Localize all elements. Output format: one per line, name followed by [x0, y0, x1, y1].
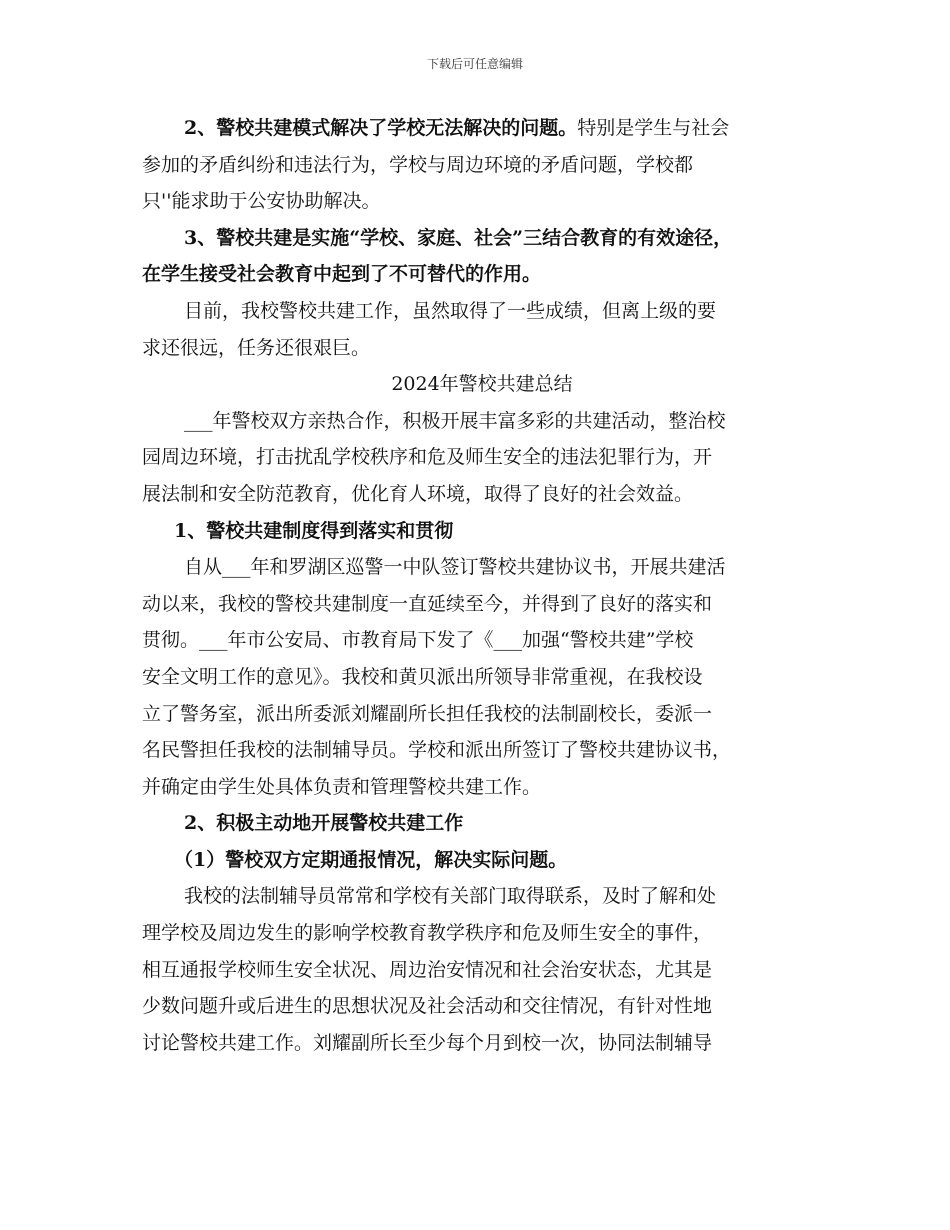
- document-body: [142, 110, 822, 1061]
- section-heading-line: 3、警校共建是实施“学校、家庭、社会”三结合教育的有效途径，: [184, 226, 733, 249]
- paragraph-line: 求还很远，任务还很艰巨。: [142, 336, 371, 359]
- bold-heading-fragment: 2、警校共建模式解决了学校无法解决的问题。: [184, 117, 578, 139]
- paragraph-line: 名民警担任我校的法制辅导员。学校和派出所签订了警校共建协议书，: [142, 739, 732, 762]
- paragraph-line: 我校的法制辅导员常常和学校有关部门取得联系，及时了解和处: [184, 885, 717, 908]
- paragraph-line: 相互通报学校师生安全状况、周边治安情况和社会治安状态，尤其是: [142, 958, 713, 981]
- paragraph-line: 只''能求助于公安协助解决。: [142, 190, 381, 213]
- section-heading-line: 2、积极主动地开展警校共建工作: [184, 812, 464, 835]
- paragraph-line-bold-lead: [142, 110, 822, 147]
- document-title: 2024年警校共建总结: [391, 373, 573, 396]
- section-heading-line: 在学生接受社会教育中起到了不可替代的作用。: [142, 263, 542, 286]
- paragraph-line: 立了警务室，派出所委派刘耀副所长担任我校的法制副校长，委派一: [142, 702, 713, 725]
- paragraph-line: 贯彻。___年市公安局、市教育局下发了《___加强“警校共建”学校: [142, 629, 694, 652]
- paragraph-line: 园周边环境，打击扰乱学校秩序和危及师生安全的违法犯罪行为，开: [142, 446, 713, 469]
- paragraph-line: 少数问题升或后进生的思想状况及社会活动和交往情况，有针对性地: [142, 995, 713, 1018]
- paragraph-line: 展法制和安全防范教育，优化育人环境，取得了良好的社会效益。: [142, 482, 694, 505]
- paragraph-line: 理学校及周边发生的影响学校教育教学秩序和危及师生安全的事件，: [142, 922, 713, 945]
- paragraph-line: 目前，我校警校共建工作，虽然取得了一些成绩，但离上级的要: [184, 299, 717, 322]
- paragraph-line: 自从___年和罗湖区巡警一中队签订警校共建协议书，开展共建活: [184, 556, 726, 579]
- paragraph-line: 安全文明工作的意见》。我校和黄贝派出所领导非常重视，在我校设: [142, 665, 703, 688]
- paragraph-line: 参加的矛盾纠纷和违法行为，学校与周边环境的矛盾问题，学校都: [142, 153, 694, 176]
- paragraph-line: ___年警校双方亲热合作，积极开展丰富多彩的共建活动，整治校: [184, 409, 726, 432]
- paragraph-line: 讨论警校共建工作。刘耀副所长至少每个月到校一次，协同法制辅导: [142, 1031, 713, 1054]
- section-heading-line: 1、警校共建制度得到落实和贯彻: [174, 519, 454, 542]
- page-header-note: 下载后可任意编辑: [426, 57, 523, 71]
- regular-text-fragment: 特别是学生与社会: [577, 117, 730, 139]
- paragraph-line: 动以来，我校的警校共建制度一直延续至今，并得到了良好的落实和: [142, 592, 713, 615]
- paragraph-line: 并确定由学生处具体负责和管理警校共建工作。: [142, 775, 542, 798]
- subsection-heading-line: （1）警校双方定期通报情况，解决实际问题。: [174, 848, 568, 871]
